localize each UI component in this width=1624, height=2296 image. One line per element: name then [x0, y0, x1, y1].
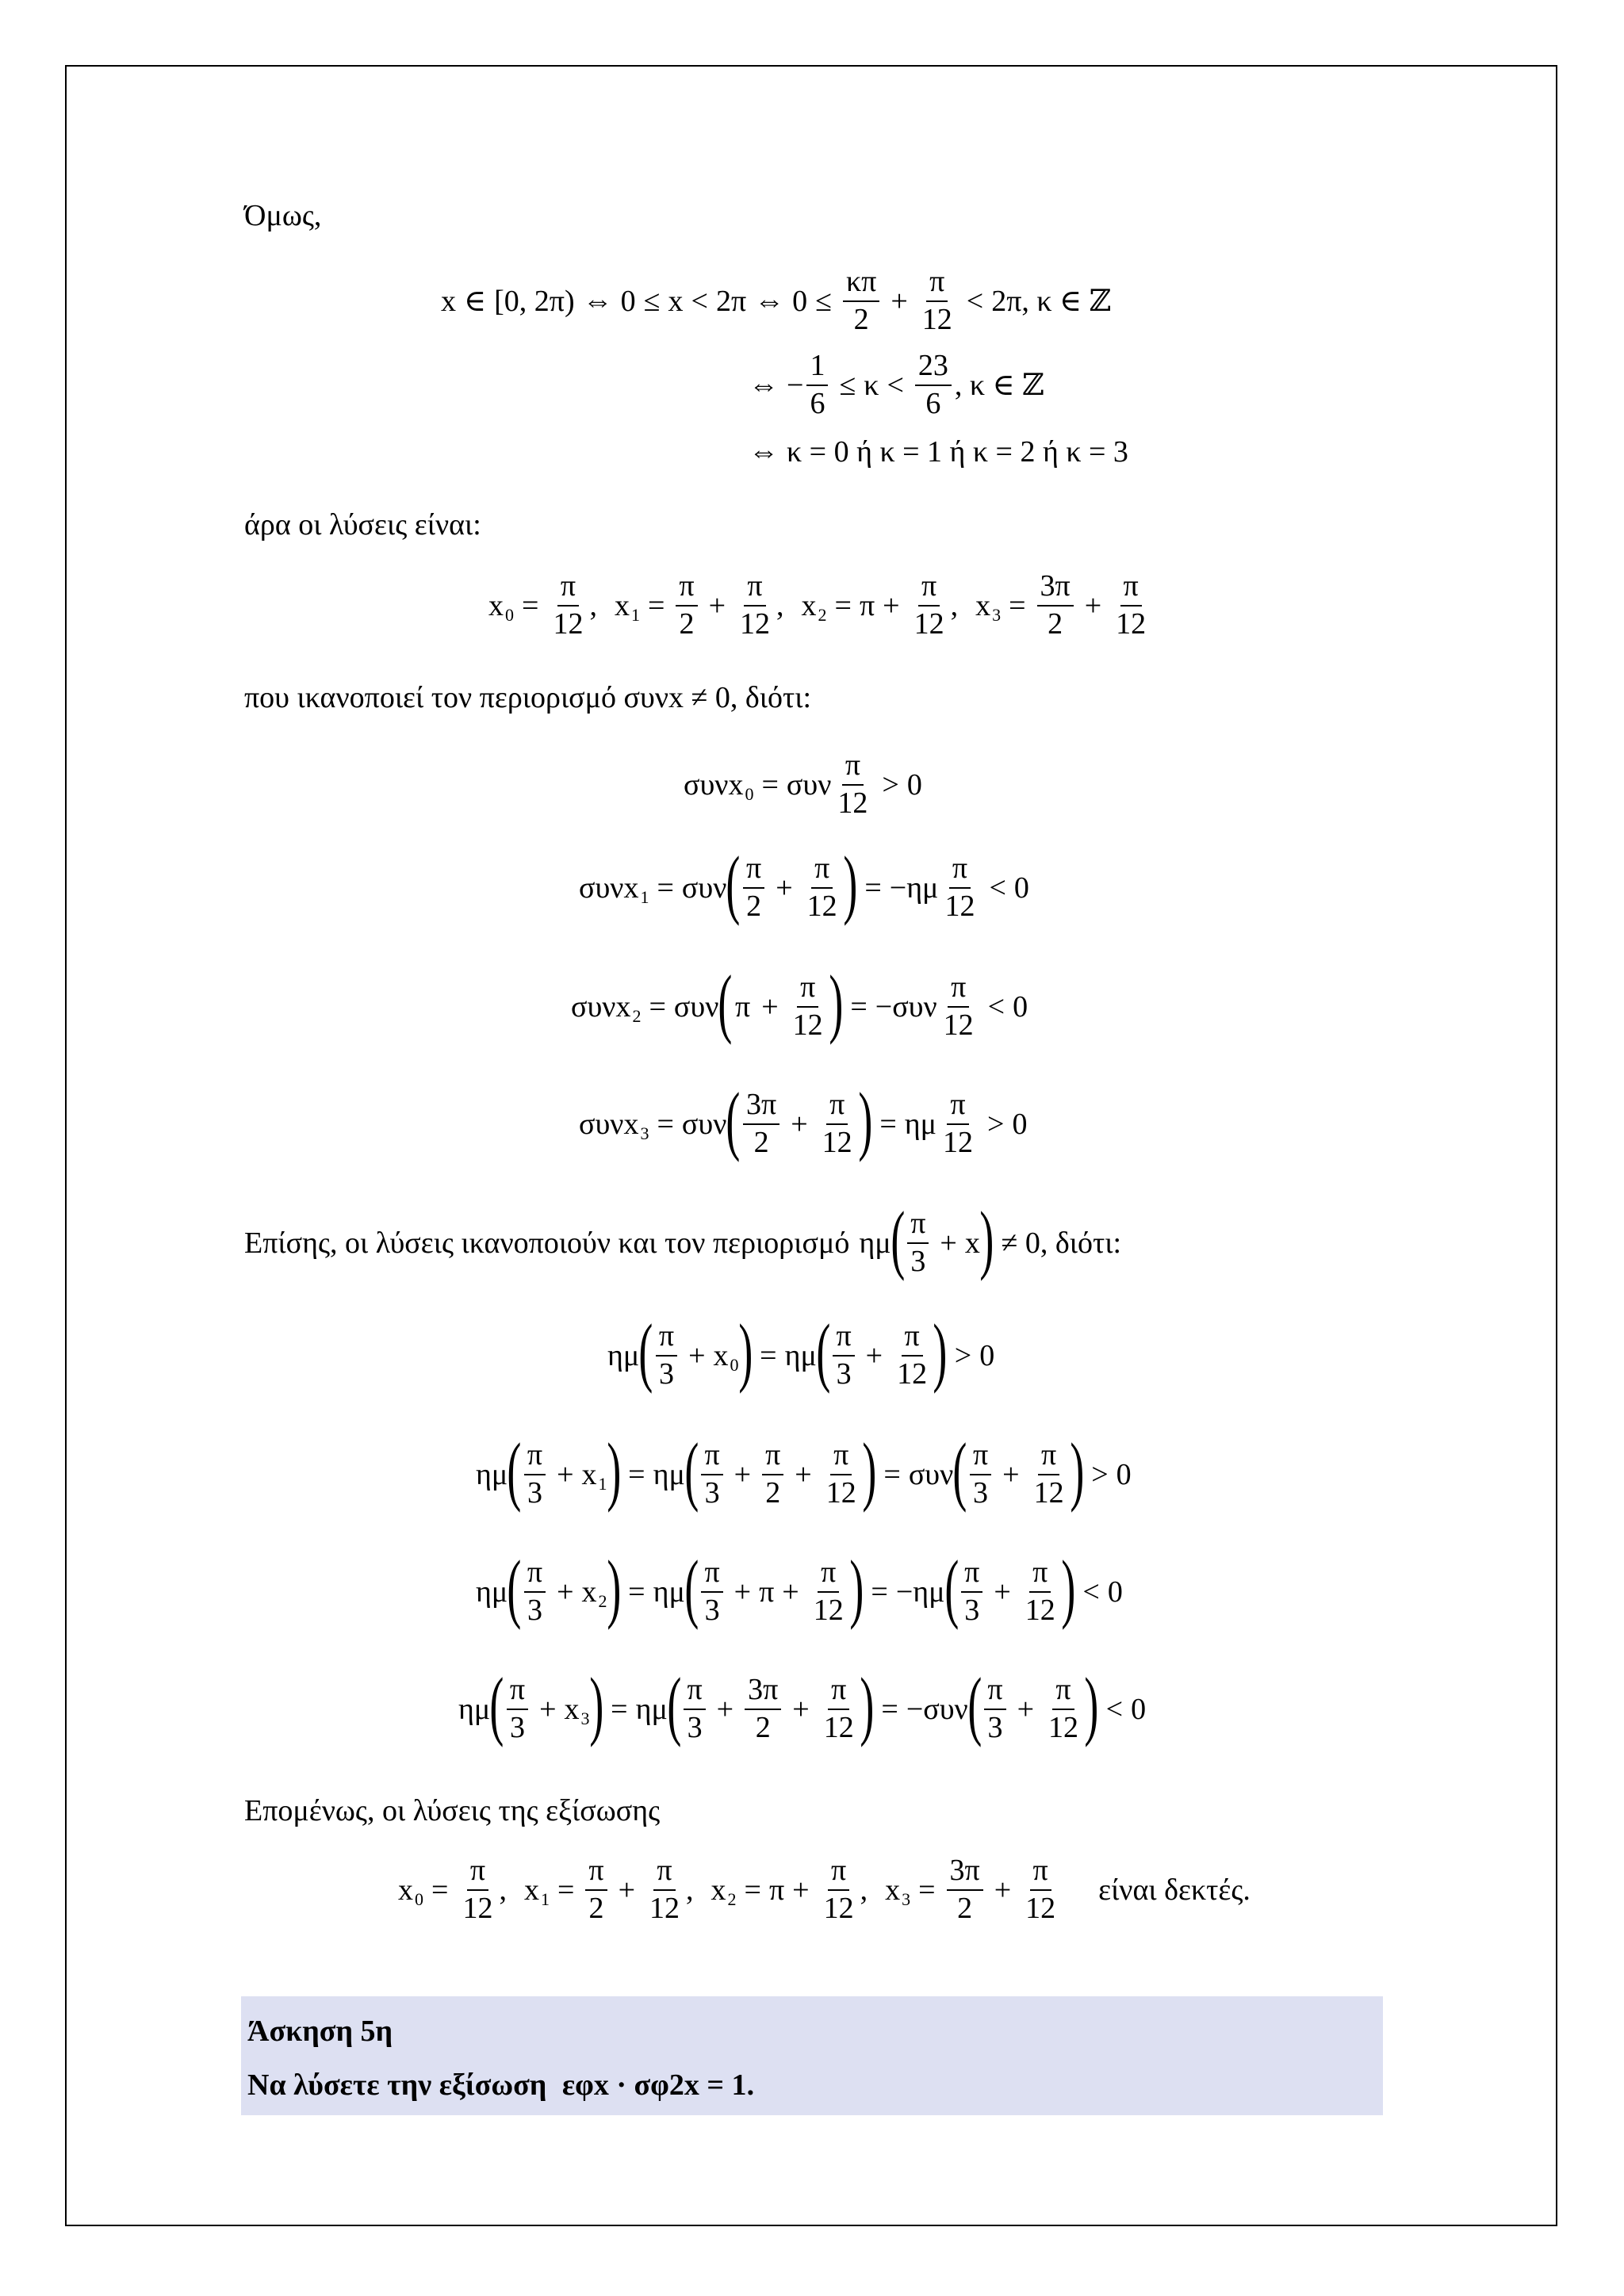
op-iff: ⇔	[754, 284, 785, 318]
paragraph-epishs: Επίσης, οι λύσεις ικανοποιούν και τον περιορισμό ημ ( $\frac{\pi}{3}$ + x ) ≠ 0, διότι:	[244, 1196, 1122, 1283]
op-in: ∈	[464, 284, 487, 318]
op-le: ≤	[839, 368, 856, 402]
op-plus: +	[891, 284, 908, 318]
accepted-text: είναι δεκτές.	[1098, 1873, 1251, 1907]
op-lt: <	[887, 368, 904, 402]
equation-cos-x2: συνx 2 = συν ( π + $\frac{\pi}{12}$ ) = − συν $\frac{\pi}{12}$ < 0	[571, 960, 1028, 1047]
paragraph-ara: άρα οι λύσεις είναι:	[244, 508, 481, 541]
op-eq: =	[522, 588, 539, 622]
paragraph-omos: Όμως,	[244, 199, 322, 232]
exercise-box	[241, 1996, 1383, 2115]
paragraph-epomenos: Επομένως, οι λύσεις της εξίσωσης	[244, 1794, 661, 1827]
exercise-equation: εφx · σφ2x = 1	[561, 2068, 747, 2102]
kappa-in-z: , κ ∈ ℤ	[954, 368, 1044, 402]
var-kappa: κ	[864, 368, 879, 402]
fraction: $\frac{1}{6}$	[806, 350, 828, 420]
equation-sin-x1: ημ ( $\frac{\pi}{3}$ + x 1 ) = ημ ( $\frac{\pi}{3}$ + $\frac{\pi}{2}$ + $\frac{\pi}{12}$ ) = συν ( $\frac{\pi}{3}$ + $\frac{\pi}{12}$ ) > 0	[476, 1428, 1132, 1514]
fraction: $\frac{\kappa\pi}{2}$	[843, 266, 879, 336]
condition-cos: συνx ≠ 0	[623, 681, 730, 714]
equation-cos-x3: συνx 3 = συν ( $\frac{3\pi}{2}$ + $\frac{\pi}{12}$ ) = ημ $\frac{\pi}{12}$ > 0	[579, 1077, 1028, 1164]
op-le: ≤	[815, 284, 832, 318]
equation-kappa-range	[749, 350, 1044, 420]
equation-cos-x1: συνx 1 = συν ( $\frac{\pi}{2}$ + $\frac{\pi}{12}$ ) = − ημ $\frac{\pi}{12}$ < 0	[579, 841, 1029, 928]
equation-sin-x3: ημ ( $\frac{\pi}{3}$ + x 3 ) = ημ ( $\frac{\pi}{3}$ + $\frac{3\pi}{2}$ + $\frac{\pi}{12}$ ) = − συν ( $\frac{\pi}{3}$ + $\frac{\pi}{12}$ ) < 0	[458, 1663, 1147, 1749]
equation-kappa-values	[749, 434, 1128, 469]
fraction: $\frac{\pi}{12}$	[921, 265, 952, 336]
equation-cos-x0: συνx 0 = συν $\frac{\pi}{12}$ > 0	[684, 748, 922, 820]
fraction: $\frac{\pi}{12}$	[740, 569, 770, 641]
op-plus: +	[883, 588, 900, 622]
op-lt: <	[691, 284, 708, 318]
var-x: x	[975, 588, 991, 622]
op-iff: ⇔	[749, 368, 779, 402]
exercise-statement: Να λύσετε την εξίσωση εφx · σφ2x = 1.	[247, 2068, 755, 2102]
op-iff: ⇔	[749, 435, 779, 469]
fraction: $\frac{23}{6}$	[915, 350, 952, 420]
term-2pi: 2π	[715, 284, 747, 318]
op-eq: =	[1009, 588, 1026, 622]
op-eq: =	[647, 588, 665, 622]
op-plus: +	[708, 588, 726, 622]
interval: [0, 2π)	[494, 284, 575, 318]
var-x: x	[614, 588, 630, 622]
num-zero: 0	[792, 284, 808, 318]
fraction: $\frac{3\pi}{2}$	[1037, 571, 1074, 641]
var-x: x	[801, 588, 817, 622]
fraction: $\frac{\pi}{12}$	[1116, 569, 1147, 641]
kappa-list: κ = 0 ή κ = 1 ή κ = 2 ή κ = 3	[787, 435, 1128, 469]
op-le: ≤	[643, 284, 661, 318]
op-lt: <	[966, 284, 984, 318]
term-2pi: 2π	[991, 284, 1022, 318]
paragraph-pou: που ικανοποιεί τον περιορισμό συνx ≠ 0, διότι:	[244, 681, 812, 714]
fraction: $\frac{\pi}{12}$	[553, 569, 584, 641]
var-x: x	[441, 284, 456, 318]
fraction: $\frac{\pi}{12}$	[914, 569, 944, 641]
equation-interval	[441, 266, 1111, 336]
num-zero: 0	[620, 284, 636, 318]
equation-sin-x0: ημ ( $\frac{\pi}{3}$ + x 0 ) = ημ ( $\frac{\pi}{3}$ + $\frac{\pi}{12}$ ) > 0	[607, 1309, 995, 1395]
equation-solutions: x 0 = $\frac{\pi}{12}$ , x 1 = $\frac{\pi}{2}$ + $\frac{\pi}{12}$ , x 2 = π + $\frac{\pi}{12}$ , x 3 = $\frac{3\pi}{2}$ + $\frac{\pi}{12}$	[488, 571, 1152, 641]
exercise-title: Άσκηση 5η	[247, 2015, 393, 2048]
var-x: x	[668, 284, 684, 318]
op-plus: +	[1084, 588, 1102, 622]
var-x: x	[488, 588, 504, 622]
fraction: $\frac{\pi}{2}$	[676, 571, 697, 641]
kappa-in-z: , κ ∈ ℤ	[1021, 284, 1112, 318]
equation-final-solutions: x 0 = $\frac{\pi}{12}$ , x 1 = $\frac{\pi}{2}$ + $\frac{\pi}{12}$ , x 2 = π + $\frac{\pi}{12}$ , x 3 = $\frac{3\pi}{2}$ + $\frac{\pi}{12}$ είναι δεκτές.	[398, 1854, 1251, 1925]
op-iff: ⇔	[582, 284, 613, 318]
op-eq: =	[834, 588, 852, 622]
equation-sin-x2: ημ ( $\frac{\pi}{3}$ + x 2 ) = ημ ( $\frac{\pi}{3}$ + π + $\frac{\pi}{12}$ ) = − ημ ( $\frac{\pi}{3}$ + $\frac{\pi}{12}$ ) < 0	[476, 1545, 1123, 1632]
op-minus: −	[787, 368, 804, 402]
